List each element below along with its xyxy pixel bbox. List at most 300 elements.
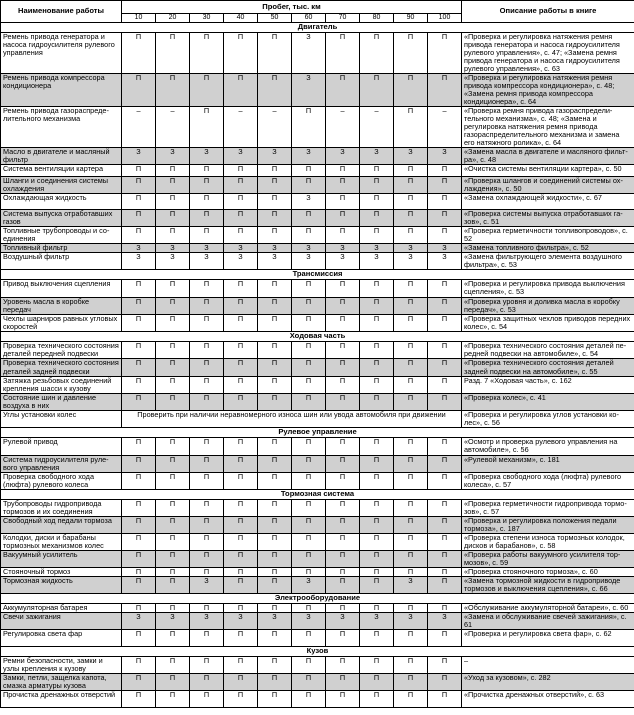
header-name: Наименование работы [1, 1, 122, 23]
operation-cell: П [156, 437, 190, 455]
operation-cell: П [326, 516, 360, 533]
operation-cell: П [292, 227, 326, 244]
operation-cell: П [156, 194, 190, 210]
table-row [1, 298, 634, 315]
operation-cell: З [360, 148, 394, 165]
operation-cell: З [292, 244, 326, 253]
operation-cell: П [122, 629, 156, 646]
operation-cell: З [190, 244, 224, 253]
operation-cell: П [224, 603, 258, 612]
operation-cell: П [190, 342, 224, 359]
operation-cell: П [360, 74, 394, 107]
operation-cell: П [428, 177, 462, 194]
operation-cell: З [224, 253, 258, 270]
description-cell: «Замена топливного фильтра», с. 52 [462, 244, 634, 253]
operation-cell: З [394, 576, 428, 593]
operation-cell: П [360, 690, 394, 707]
header-mileage: Пробег, тыс. км [122, 1, 462, 14]
operation-cell: П [224, 33, 258, 74]
work-name-cell: Свечи зажигания [1, 612, 122, 629]
description-cell: «Замена масла в двигателе и масляного фильтра», с. 48 [462, 148, 634, 165]
operation-cell: З [292, 253, 326, 270]
operation-cell: – [156, 107, 190, 148]
operation-cell: П [190, 603, 224, 612]
description-cell: «Проверка защитных чехлов приводов передних колес», с. 54 [462, 315, 634, 332]
operation-cell: П [394, 280, 428, 298]
operation-cell: П [292, 342, 326, 359]
operation-cell: П [156, 74, 190, 107]
operation-cell: З [428, 612, 462, 629]
operation-cell: П [156, 656, 190, 673]
operation-cell: П [156, 550, 190, 567]
operation-cell: П [394, 194, 428, 210]
operation-cell: З [326, 612, 360, 629]
work-name-cell: Затяжка резьбовых соединений крепления шасси к кузову [1, 376, 122, 393]
table-row [1, 550, 634, 567]
operation-cell: П [428, 499, 462, 516]
operation-cell: П [258, 516, 292, 533]
operation-cell: З [258, 612, 292, 629]
work-name-cell: Чехлы шарниров равных угловых скоростей [1, 315, 122, 332]
operation-cell: П [224, 472, 258, 489]
operation-cell: П [326, 656, 360, 673]
operation-cell: П [428, 280, 462, 298]
table-row [1, 253, 634, 270]
section-header-row [1, 332, 634, 342]
km-header-cell: 30 [190, 13, 224, 22]
operation-cell: З [394, 148, 428, 165]
operation-cell: П [122, 603, 156, 612]
work-name-cell: Аккумуляторная батарея [1, 603, 122, 612]
description-cell: «Проверка степени износа тормозных колодок, дисков и барабанов», с. 58 [462, 533, 634, 550]
km-header-cell: 50 [258, 13, 292, 22]
operation-cell: П [258, 567, 292, 576]
operation-cell: П [258, 603, 292, 612]
operation-cell: П [224, 533, 258, 550]
operation-cell: П [428, 550, 462, 567]
operation-cell: П [122, 673, 156, 690]
operation-cell: П [428, 298, 462, 315]
table-row [1, 227, 634, 244]
section-title: Ходовая часть [1, 332, 634, 342]
operation-cell: П [394, 74, 428, 107]
operation-cell: П [190, 210, 224, 227]
operation-cell: П [428, 673, 462, 690]
work-name-cell: Прочистка дренажных отверстий [1, 690, 122, 707]
operation-cell: П [360, 227, 394, 244]
table-row [1, 376, 634, 393]
operation-cell: П [122, 690, 156, 707]
operation-cell: П [190, 550, 224, 567]
operation-cell: З [122, 244, 156, 253]
operation-cell: П [292, 210, 326, 227]
operation-cell: П [326, 455, 360, 472]
operation-cell: П [156, 210, 190, 227]
operation-cell: П [224, 227, 258, 244]
operation-cell: П [292, 280, 326, 298]
description-cell: «Рулевой механизм», с. 181 [462, 455, 634, 472]
operation-cell: П [190, 376, 224, 393]
operation-cell: З [122, 253, 156, 270]
work-name-cell: Замки, петли, защелка капота, смазка арматуры кузова [1, 673, 122, 690]
operation-cell: П [156, 472, 190, 489]
operation-cell: П [122, 437, 156, 455]
operation-cell: П [190, 177, 224, 194]
km-header-cell: 100 [428, 13, 462, 22]
operation-cell: П [292, 472, 326, 489]
work-name-cell: Углы установки колес [1, 410, 122, 427]
operation-cell: П [428, 342, 462, 359]
description-cell: «Прочистка дренажных отверстий», с. 63 [462, 690, 634, 707]
description-cell: «Проверка стояночного тормоза», с. 60 [462, 567, 634, 576]
work-name-cell: Воздушный фильтр [1, 253, 122, 270]
section-header-row [1, 23, 634, 33]
operation-cell: З [190, 253, 224, 270]
operation-cell: П [156, 376, 190, 393]
operation-cell: П [326, 393, 360, 410]
operation-cell: П [258, 576, 292, 593]
operation-cell: П [292, 298, 326, 315]
operation-cell: П [258, 376, 292, 393]
operation-cell: П [326, 298, 360, 315]
operation-cell: П [360, 210, 394, 227]
section-header-row [1, 270, 634, 280]
table-body [1, 23, 634, 708]
work-name-cell: Топливные трубопроводы и соединения [1, 227, 122, 244]
description-cell: «Проверка и регулировка привода выключения сцепления», с. 53 [462, 280, 634, 298]
operation-cell: П [360, 165, 394, 177]
work-name-cell: Трубопроводы гидропривода тормозов и их соединения [1, 499, 122, 516]
operation-cell: П [394, 437, 428, 455]
operation-cell: П [156, 576, 190, 593]
operation-cell: П [394, 210, 428, 227]
operation-cell: П [394, 107, 428, 148]
operation-cell: П [394, 690, 428, 707]
work-name-cell: Масло в двигателе и масляный фильтр [1, 148, 122, 165]
operation-cell: П [190, 567, 224, 576]
operation-cell: П [190, 656, 224, 673]
operation-cell: П [190, 315, 224, 332]
operation-cell: П [190, 227, 224, 244]
operation-cell: П [326, 315, 360, 332]
description-cell: «Обслуживание аккумуляторной батареи», с. 60 [462, 603, 634, 612]
operation-cell: П [122, 550, 156, 567]
operation-cell: П [156, 673, 190, 690]
operation-cell: П [394, 516, 428, 533]
description-cell: Разд. 7 «Ходовая часть», с. 162 [462, 376, 634, 393]
description-cell: «Проверка герметичности топливопроводов», с. 52 [462, 227, 634, 244]
description-cell: «Проверка технического состояния деталей задней подвески на автомобиле», с. 55 [462, 359, 634, 376]
operation-cell: П [394, 227, 428, 244]
km-header-cell: 10 [122, 13, 156, 22]
description-cell: «Проверка шлангов и соединений системы охлаждения», с. 50 [462, 177, 634, 194]
operation-cell: П [360, 516, 394, 533]
operation-cell: П [360, 603, 394, 612]
description-cell: «Проверка и регулировка натяжения ремня привода генератора и насоса гидроусилителя рулевого управления», с. 47; «Замена ремня привода генератора и насоса гидроусилителя рулевого управления», с. 63 [462, 33, 634, 74]
description-cell: «Проверка колес», с. 41 [462, 393, 634, 410]
description-cell: «Проверка и регулировка углов установки колес», с. 56 [462, 410, 634, 427]
operation-cell: П [122, 359, 156, 376]
operation-cell: П [122, 210, 156, 227]
operation-cell: П [156, 603, 190, 612]
operation-cell: П [122, 177, 156, 194]
operation-cell: П [122, 74, 156, 107]
table-row [1, 603, 634, 612]
operation-cell: П [360, 33, 394, 74]
table-row [1, 107, 634, 148]
operation-cell: П [224, 629, 258, 646]
operation-cell: П [156, 533, 190, 550]
table-row [1, 455, 634, 472]
operation-cell: П [394, 629, 428, 646]
work-name-cell: Топливный фильтр [1, 244, 122, 253]
operation-cell: З [156, 612, 190, 629]
operation-cell: П [190, 533, 224, 550]
operation-cell: П [122, 165, 156, 177]
operation-cell: П [258, 280, 292, 298]
operation-cell: П [326, 359, 360, 376]
operation-cell: – [224, 107, 258, 148]
operation-cell: П [428, 315, 462, 332]
section-title: Двигатель [1, 23, 634, 33]
operation-cell: П [224, 656, 258, 673]
description-cell: «Очистка системы вентиляции картера», с. 50 [462, 165, 634, 177]
operation-cell: З [258, 244, 292, 253]
operation-cell: П [122, 576, 156, 593]
operation-cell: П [292, 315, 326, 332]
work-name-cell: Тормозная жидкость [1, 576, 122, 593]
operation-cell: П [258, 499, 292, 516]
operation-cell: П [122, 280, 156, 298]
table-row [1, 194, 634, 210]
operation-cell: П [292, 690, 326, 707]
operation-cell: П [360, 177, 394, 194]
operation-cell: П [122, 472, 156, 489]
table-row [1, 516, 634, 533]
operation-cell: П [326, 533, 360, 550]
km-header-cell: 40 [224, 13, 258, 22]
operation-cell: П [156, 629, 190, 646]
operation-cell: П [428, 455, 462, 472]
table-row [1, 210, 634, 227]
operation-cell: П [190, 516, 224, 533]
operation-cell: П [224, 210, 258, 227]
operation-cell: З [190, 148, 224, 165]
description-cell: «Проверка системы выпуска отработавших газов», с. 51 [462, 210, 634, 227]
operation-cell: П [258, 533, 292, 550]
operation-cell: П [258, 673, 292, 690]
operation-cell: П [258, 194, 292, 210]
operation-cell: П [394, 376, 428, 393]
operation-cell: П [258, 74, 292, 107]
operation-cell: П [224, 499, 258, 516]
operation-cell: П [258, 342, 292, 359]
operation-cell: П [224, 455, 258, 472]
operation-cell: З [360, 244, 394, 253]
operation-cell: П [122, 656, 156, 673]
description-cell: «Проверка герметичности гидропривода тормозов», с. 57 [462, 499, 634, 516]
section-header-row [1, 427, 634, 437]
operation-cell: П [122, 194, 156, 210]
table-row [1, 393, 634, 410]
operation-cell: П [122, 298, 156, 315]
operation-cell: П [360, 393, 394, 410]
work-name-cell: Состояние шин и давление воздуха в них [1, 393, 122, 410]
operation-cell: П [292, 629, 326, 646]
operation-cell: П [190, 472, 224, 489]
operation-cell: З [326, 148, 360, 165]
operation-cell: З [122, 148, 156, 165]
operation-cell: З [224, 148, 258, 165]
operation-cell: П [326, 673, 360, 690]
operation-cell: П [258, 359, 292, 376]
operation-cell: П [190, 359, 224, 376]
operation-cell: З [326, 244, 360, 253]
table-row [1, 612, 634, 629]
description-cell: «Проверка и регулировка света фар», с. 62 [462, 629, 634, 646]
work-name-cell: Система гидроусилителя рулевого управления [1, 455, 122, 472]
operation-cell: П [224, 690, 258, 707]
operation-cell: П [360, 576, 394, 593]
km-header-cell: 20 [156, 13, 190, 22]
operation-cell: П [122, 499, 156, 516]
operation-cell: П [224, 194, 258, 210]
operation-cell: З [122, 612, 156, 629]
operation-cell: З [292, 74, 326, 107]
operation-cell: П [326, 576, 360, 593]
operation-cell: П [292, 499, 326, 516]
operation-cell: З [156, 253, 190, 270]
operation-cell: П [360, 280, 394, 298]
operation-cell: П [428, 533, 462, 550]
operation-cell: П [156, 567, 190, 576]
table-row [1, 576, 634, 593]
operation-cell: З [224, 244, 258, 253]
operation-cell: П [360, 472, 394, 489]
operation-cell: – [258, 107, 292, 148]
operation-cell: П [292, 376, 326, 393]
operation-cell: П [190, 194, 224, 210]
operation-cell: П [190, 690, 224, 707]
operation-cell: П [224, 298, 258, 315]
operation-cell: З [292, 194, 326, 210]
operation-cell: П [190, 673, 224, 690]
description-cell: «Проверка и регулировка натяжения ремня привода компрессора кондиционера», с. 48; «Замена ремня привода компрессора кондиционера», с. 64 [462, 74, 634, 107]
description-cell: «Проверка работы вакуумного усилителя тормозов», с. 59 [462, 550, 634, 567]
operation-cell: П [292, 567, 326, 576]
table-row [1, 148, 634, 165]
operation-cell: П [394, 567, 428, 576]
description-cell: «Уход за кузовом», с. 282 [462, 673, 634, 690]
work-name-cell: Охлаждающая жидкость [1, 194, 122, 210]
operation-cell: П [122, 33, 156, 74]
operation-cell: П [156, 177, 190, 194]
operation-cell: П [428, 437, 462, 455]
operation-cell: П [258, 629, 292, 646]
operation-cell: П [258, 210, 292, 227]
operation-cell: П [292, 516, 326, 533]
operation-cell: П [394, 298, 428, 315]
operation-cell: З [394, 244, 428, 253]
operation-cell: П [122, 567, 156, 576]
operation-cell: П [156, 33, 190, 74]
operation-cell: П [258, 177, 292, 194]
operation-cell: П [326, 33, 360, 74]
operation-cell: П [360, 656, 394, 673]
operation-cell: П [122, 455, 156, 472]
operation-cell: З [428, 253, 462, 270]
operation-cell: – [326, 107, 360, 148]
operation-cell: П [394, 342, 428, 359]
work-name-cell: Система вентиляции картера [1, 165, 122, 177]
km-header-cell: 80 [360, 13, 394, 22]
operation-cell: П [292, 177, 326, 194]
work-name-cell: Привод выключения сцепления [1, 280, 122, 298]
operation-cell: П [360, 437, 394, 455]
operation-cell: П [258, 455, 292, 472]
operation-cell: П [190, 280, 224, 298]
operation-cell: П [360, 298, 394, 315]
operation-cell: П [156, 342, 190, 359]
operation-cell: П [224, 567, 258, 576]
table-row [1, 315, 634, 332]
table-row [1, 280, 634, 298]
operation-cell: П [360, 629, 394, 646]
operation-cell: П [122, 315, 156, 332]
work-name-cell: Рулевой привод [1, 437, 122, 455]
operation-cell: З [428, 244, 462, 253]
work-name-cell: Уровень масла в коробке передач [1, 298, 122, 315]
operation-cell: П [428, 359, 462, 376]
operation-cell: П [394, 656, 428, 673]
operation-cell: – [428, 107, 462, 148]
operation-cell: П [156, 315, 190, 332]
operation-cell: П [394, 550, 428, 567]
operation-cell: П [360, 359, 394, 376]
operation-cell: З [258, 148, 292, 165]
operation-cell: П [326, 194, 360, 210]
operation-cell: П [428, 376, 462, 393]
operation-cell: П [190, 499, 224, 516]
work-name-cell: Ремень привода газораспределительного механизма [1, 107, 122, 148]
operation-cell: П [156, 516, 190, 533]
operation-cell: П [428, 33, 462, 74]
operation-cell: П [292, 107, 326, 148]
work-name-cell: Система выпуска отработавших газов [1, 210, 122, 227]
description-cell: «Проверка технического состояния деталей передней подвески на автомобиле», с. 54 [462, 342, 634, 359]
table-row [1, 244, 634, 253]
operation-cell: П [394, 603, 428, 612]
operation-cell: З [394, 253, 428, 270]
operation-cell: П [326, 342, 360, 359]
operation-cell: П [224, 359, 258, 376]
work-name-cell: Ремни безопасности, замки и узлы крепления к кузову [1, 656, 122, 673]
operation-cell: П [428, 576, 462, 593]
table-row [1, 567, 634, 576]
operation-cell: П [224, 342, 258, 359]
operation-cell: П [122, 516, 156, 533]
operation-cell: П [224, 74, 258, 107]
operation-cell: П [190, 629, 224, 646]
operation-cell: П [360, 315, 394, 332]
operation-cell: П [394, 455, 428, 472]
operation-cell: П [428, 567, 462, 576]
operation-cell: З [156, 244, 190, 253]
operation-cell: З [190, 576, 224, 593]
operation-cell: П [292, 455, 326, 472]
operation-cell: П [122, 227, 156, 244]
section-header-row [1, 489, 634, 499]
